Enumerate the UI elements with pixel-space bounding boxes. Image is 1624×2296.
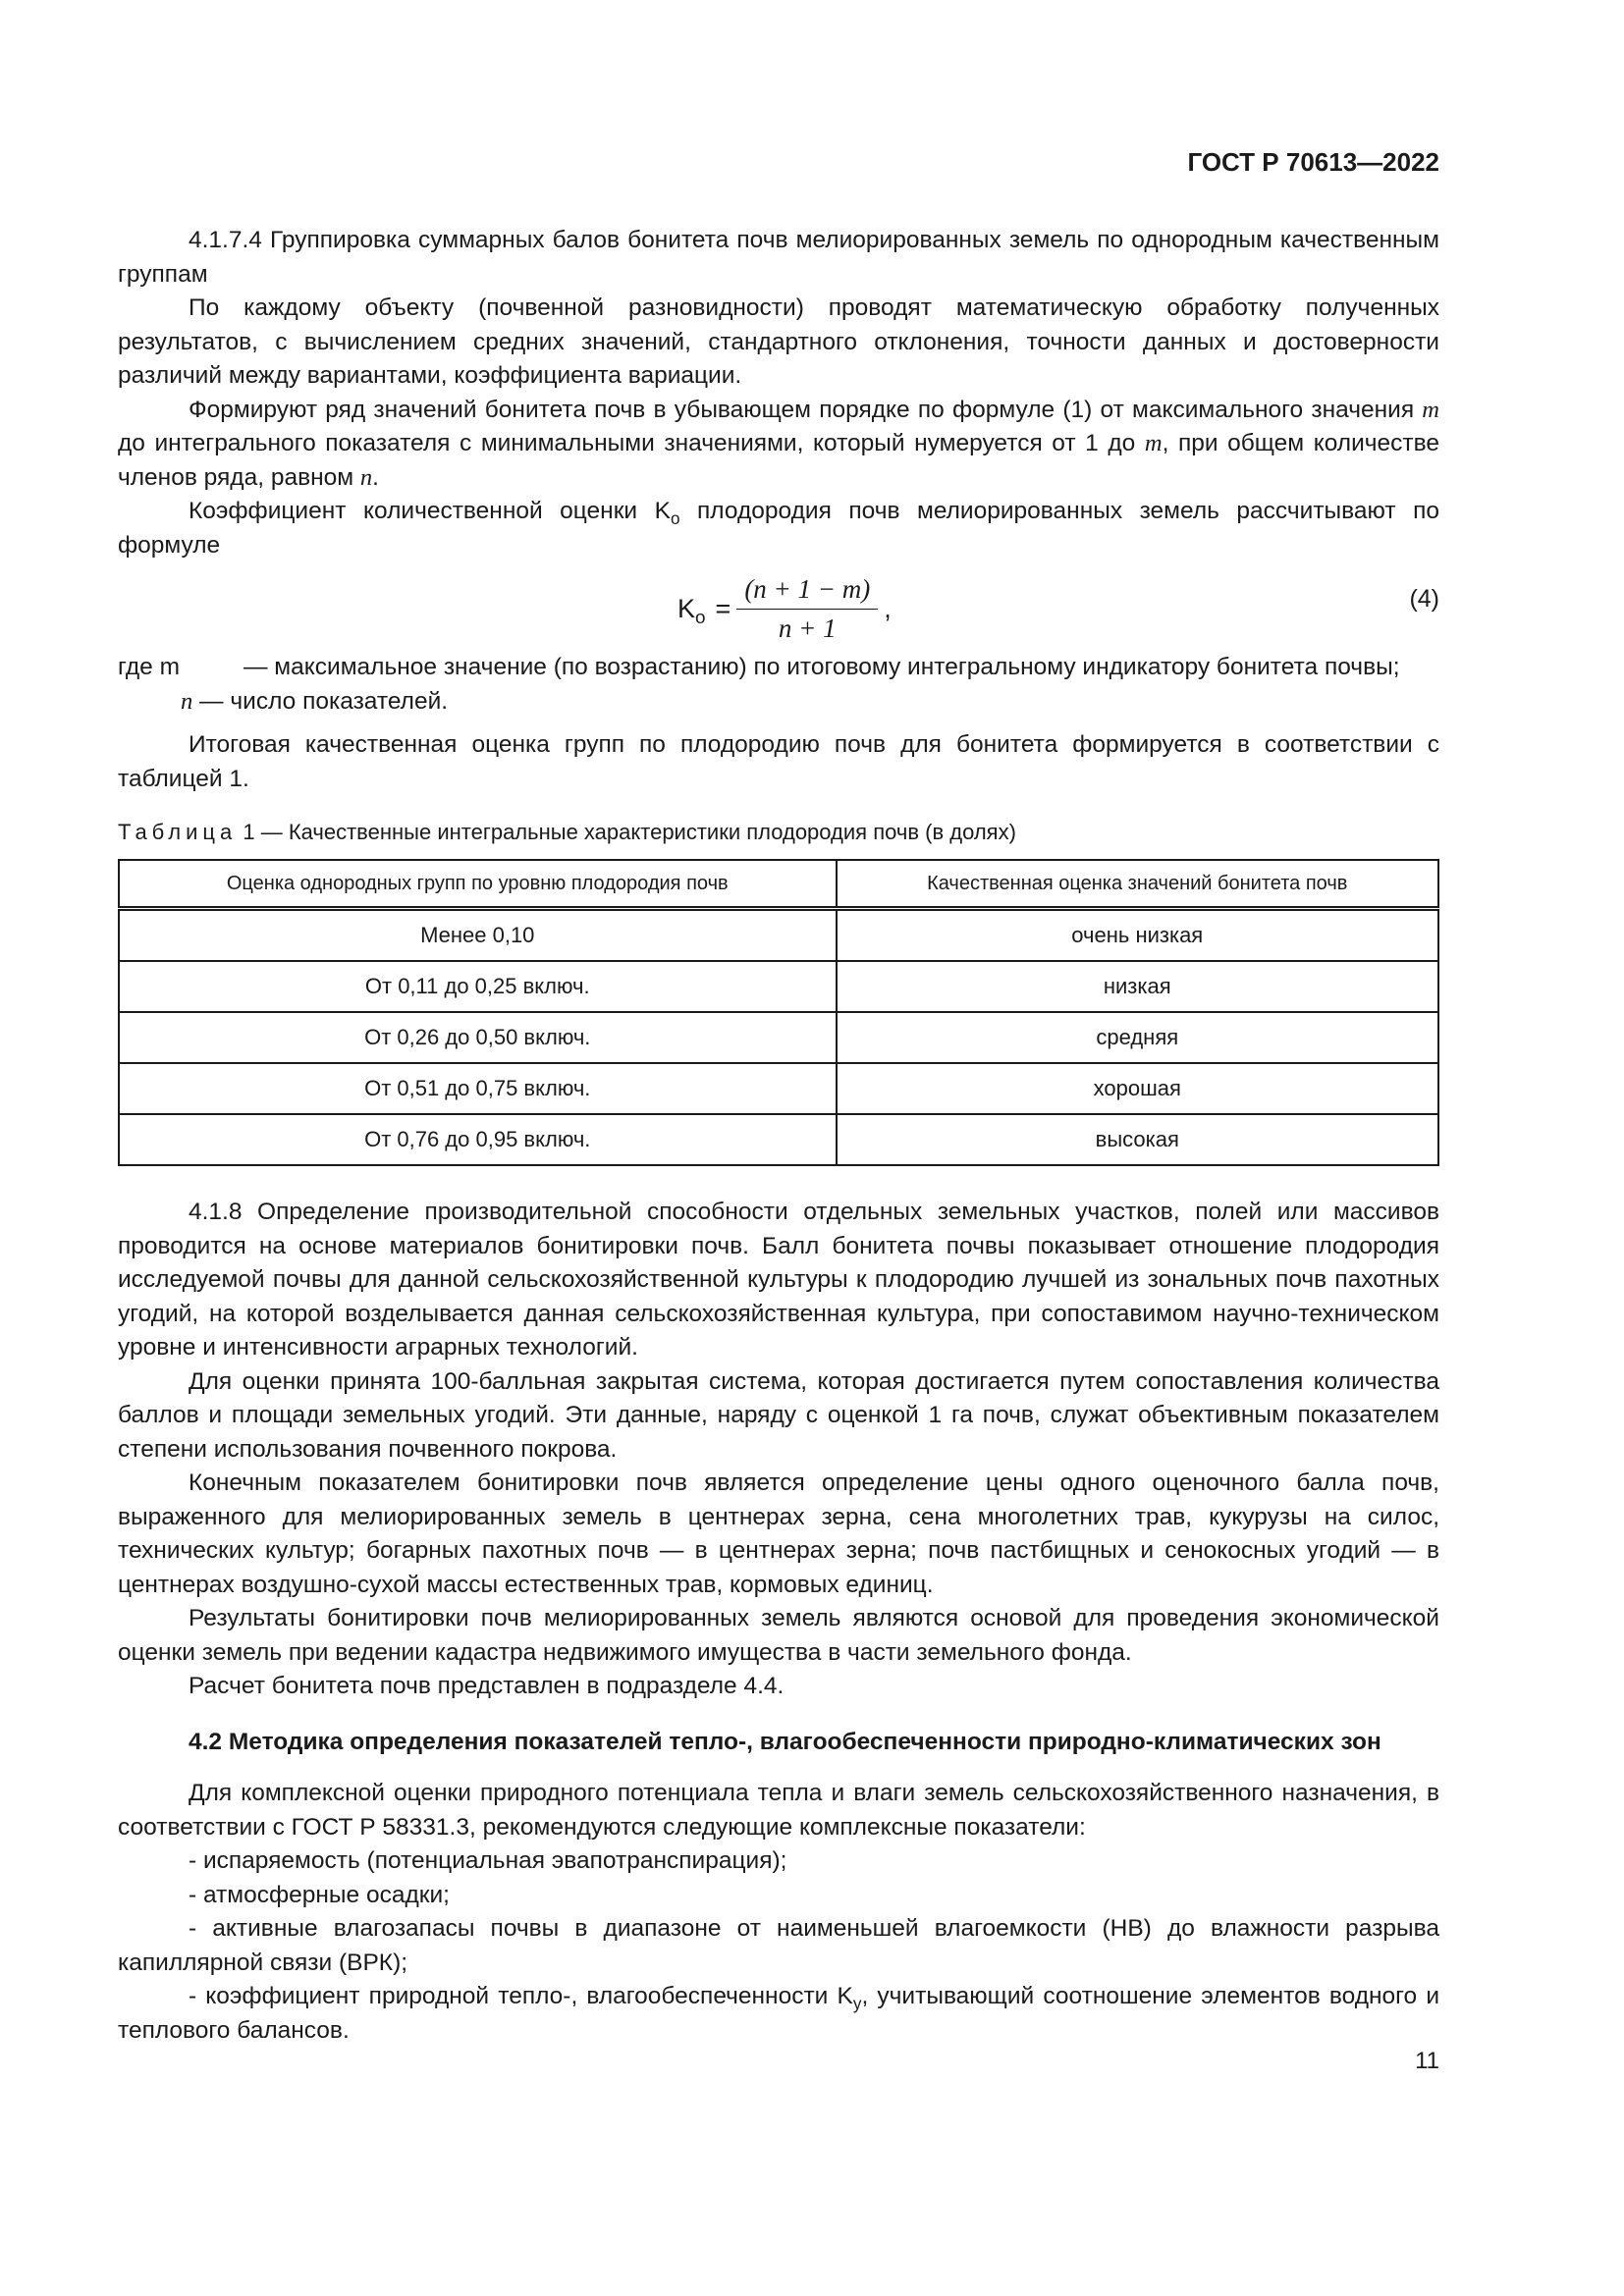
formula-number: (4) bbox=[1409, 585, 1439, 613]
table-cell: средняя bbox=[837, 1012, 1439, 1063]
table-caption: Таблица 1 — Качественные интегральные характеристики плодородия почв (в долях) bbox=[118, 820, 1016, 844]
where-m-symbol: где m bbox=[118, 654, 180, 680]
formula-fraction bbox=[736, 572, 878, 645]
formula-4 bbox=[118, 564, 1439, 643]
page-number: 11 bbox=[1415, 2048, 1439, 2074]
list-item: - атмосферные осадки; bbox=[189, 1881, 450, 1908]
table-cell: От 0,11 до 0,25 включ. bbox=[119, 961, 837, 1012]
table-cell: От 0,51 до 0,75 включ. bbox=[119, 1063, 837, 1114]
section-4-2-heading: 4.2 Методика определения показателей тепло-, влагообеспеченности природно-климатических зон bbox=[189, 1728, 1381, 1755]
table-cell: очень низкая bbox=[837, 909, 1439, 962]
paragraph-processing: По каждому объекту (почвенной разновидности) проводят математическую обработку полученных результатов, с вычислением средних значений, стандартного отклонения, точности данных и достоверности различий между вариантами, коэффициента вариации. bbox=[118, 294, 1439, 389]
paragraph-calculation-reference: Расчет бонитета почв представлен в подразделе 4.4. bbox=[189, 1673, 785, 1699]
document-header: ГОСТ Р 70613—2022 bbox=[1187, 147, 1439, 177]
paragraph-table-reference: Итоговая качественная оценка групп по плодородию почв для бонитета формируется в соответствии с таблицей 1. bbox=[118, 731, 1439, 792]
page-content bbox=[118, 224, 1439, 2048]
table-cell: Менее 0,10 bbox=[119, 909, 837, 962]
table-row bbox=[119, 961, 1438, 1012]
where-n-definition: — число показателей. bbox=[192, 687, 449, 715]
table-header-cell: Качественная оценка значений бонитета почв bbox=[837, 860, 1439, 909]
table-cell: высокая bbox=[837, 1114, 1439, 1165]
table-header-cell: Оценка однородных групп по уровню плодородия почв bbox=[119, 860, 837, 909]
formula-lhs: $K_о$ bbox=[677, 593, 706, 628]
paragraph-4-1-8: 4.1.8 Определение производительной способности отдельных земельных участков, полей или массивов проводится на основе материалов бонитировки почв. Балл бонитета почвы показывает отношение плодородия исследуемой почвы для данной сельскохозяйственной культуры к плодородию лучшей из зональных почв пахотных угодий, на которой возделывается данная сельскохозяйственная культура, при сопоставимом научно-техническом уровне и интенсивности аграрных технологий. bbox=[118, 1199, 1439, 1361]
where-n bbox=[118, 685, 1439, 720]
table-row bbox=[119, 909, 1438, 962]
formula-equals: = bbox=[715, 593, 731, 623]
where-m-definition: — максимальное значение (по возрастанию) по итоговому интегральному индикатору бонитета почвы; bbox=[244, 654, 1400, 680]
paragraph-4-1-7-4: 4.1.7.4 Группировка суммарных балов бонитета почв мелиорированных земель по однородным качественным группам bbox=[118, 227, 1439, 288]
table-row bbox=[119, 1012, 1438, 1063]
paragraph-100-point-system: Для оценки принята 100-балльная закрытая система, которая достигается путем сопоставления количества баллов и площади земельных угодий. Эти данные, наряду с оценкой 1 га почв, служат объективным показателем степени использования почвенного покрова. bbox=[118, 1367, 1439, 1463]
formula-denominator: n + 1 bbox=[778, 613, 837, 643]
table-cell: От 0,26 до 0,50 включ. bbox=[119, 1012, 837, 1063]
table-cell: От 0,76 до 0,95 включ. bbox=[119, 1114, 837, 1165]
table-row bbox=[119, 1114, 1438, 1165]
fertility-table bbox=[118, 859, 1439, 1166]
where-m bbox=[118, 651, 1439, 685]
paragraph-coefficient: Коэффициент количественной оценки $K_о$ плодородия почв мелиорированных земель рассчитывают по формуле bbox=[118, 498, 1439, 559]
table-cell: хорошая bbox=[837, 1063, 1439, 1114]
paragraph-results: Результаты бонитировки почв мелиорированных земель являются основой для проведения экономической оценки земель при ведении кадастра недвижимого имущества в части земельного фонда. bbox=[118, 1605, 1439, 1666]
paragraph-4-2-intro: Для комплексной оценки природного потенциала тепла и влаги земель сельскохозяйственного назначения, в соответствии с ГОСТ Р 58331.3, рекомендуются следующие комплексные показатели: bbox=[118, 1780, 1439, 1841]
paragraph-series: Формируют ряд значений бонитета почв в убывающем порядке по формуле (1) от максимального значения m до интегрального показателя с минимальными значениями, который нумеруется от 1 до m, при общем количестве членов ряда, равном n. bbox=[118, 396, 1439, 491]
where-n-symbol: n bbox=[181, 687, 193, 715]
list-item: - коэффициент природной тепло-, влагообеспеченности $K_у$, учитывающий соотношение элементов водного и теплового балансов. bbox=[118, 1983, 1440, 2044]
list-item: - испаряемость (потенциальная эвапотранспирация); bbox=[189, 1847, 787, 1874]
paragraph-final-indicator: Конечным показателем бонитировки почв является определение цены одного оценочного балла почв, выраженного для мелиорированных земель в центнерах зерна, сена многолетних трав, кукурузы на силос, технических культур; богарных пахотных почв — в центнерах зерна; почв пастбищных и сенокосных угодий — в центнерах воздушно-сухой массы естественных трав, кормовых единиц. bbox=[118, 1469, 1439, 1598]
formula-numerator: (n + 1 − m) bbox=[736, 572, 878, 610]
formula-comma: , bbox=[884, 593, 892, 623]
list-item: - активные влагозапасы почвы в диапазоне от наименьшей влагоемкости (НВ) до влажности разрыва капиллярной связи (ВРК); bbox=[118, 1915, 1439, 1976]
table-row bbox=[119, 1063, 1438, 1114]
table-header-row bbox=[119, 860, 1438, 909]
table-cell: низкая bbox=[837, 961, 1439, 1012]
